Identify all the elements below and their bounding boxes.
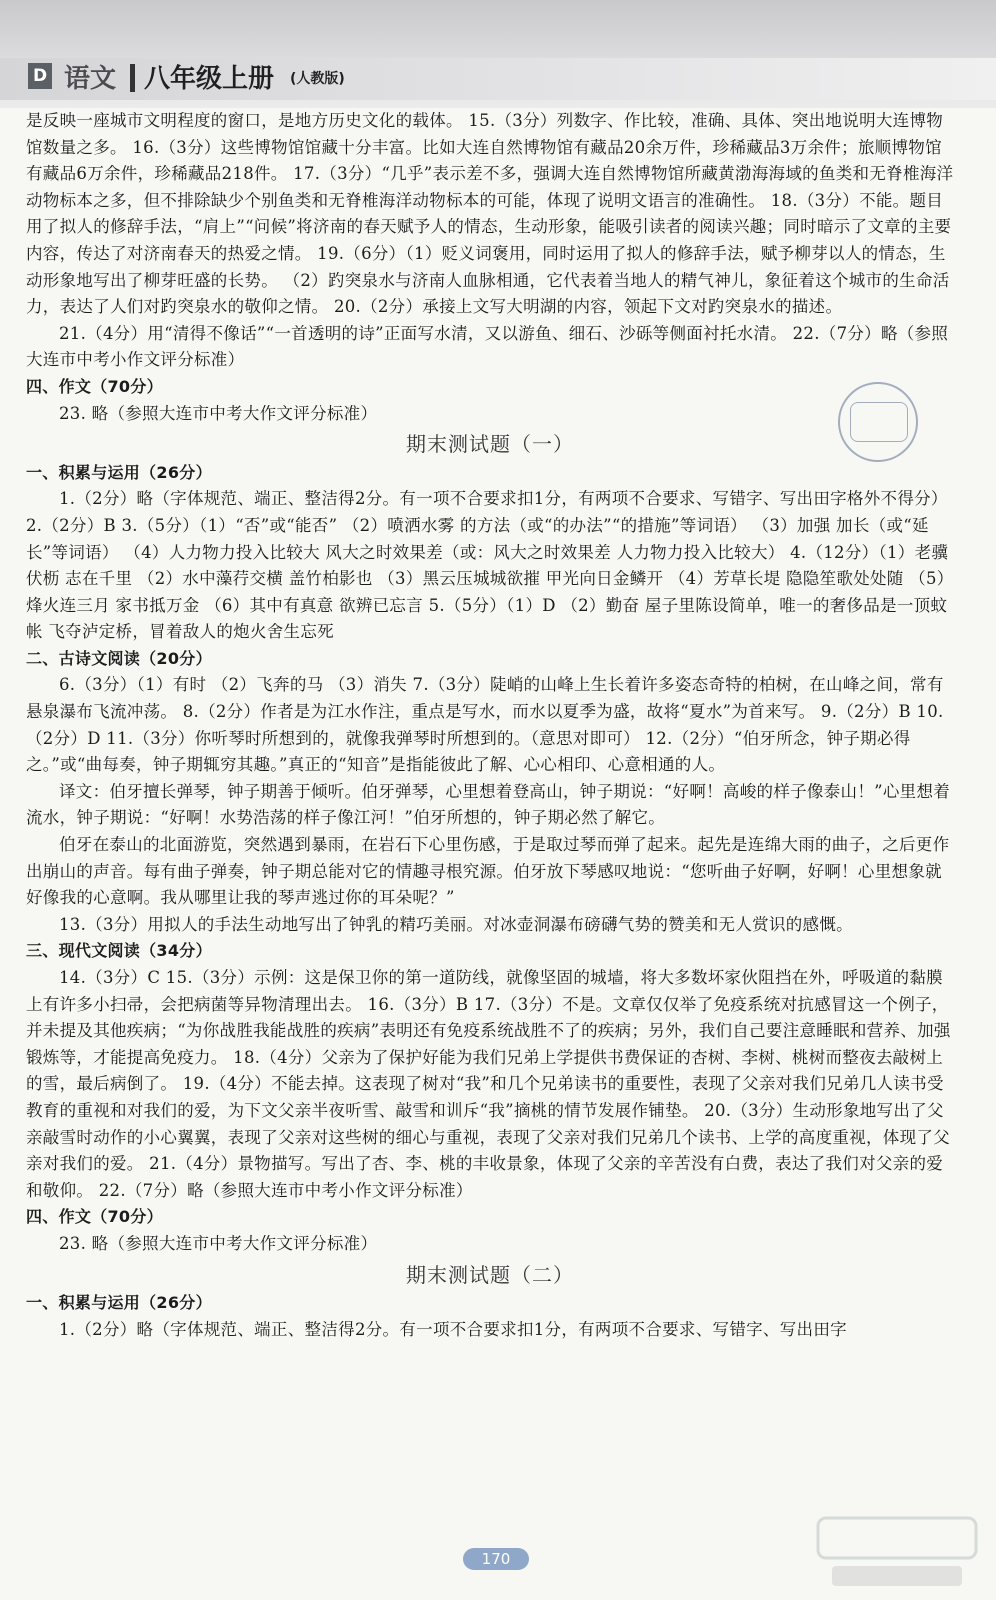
watermark-logo bbox=[812, 1510, 982, 1594]
paragraph: 23. 略（参照大连市中考大作文评分标准） bbox=[59, 1233, 378, 1253]
header-grade: 八年级上册 bbox=[144, 64, 275, 94]
header-edition: (人教版) bbox=[290, 71, 345, 87]
section-heading: 二、古诗文阅读（20分） bbox=[26, 648, 212, 668]
header-badge: D bbox=[28, 63, 52, 89]
section-heading: 四、作文（70分） bbox=[26, 1207, 163, 1227]
section-heading: 三、现代文阅读（34分） bbox=[26, 941, 212, 961]
page-number: 170 bbox=[463, 1548, 529, 1570]
paragraph: 伯牙在泰山的北面游览，突然遇到暴雨，在岩石下心里伤感，于是取过琴而弹了起来。起先是连绵大雨的曲子，之后更作出崩山的声音。每有曲子弹奏，钟子期总能对它的情趣寻根究源。伯牙放下琴感叹地说：“您听曲子好啊，好啊！心里想象就好像我的心意啊。我从哪里让我的琴声逃过你的耳朵呢？” bbox=[26, 835, 950, 908]
header-divider bbox=[130, 64, 135, 92]
paragraph: 是反映一座城市文明程度的窗口，是地方历史文化的载体。 15.（3分）列数字、作比较，准确、具体、突出地说明大连博物馆数量之多。 16.（3分）这些博物馆馆藏十分丰富。比如大连自然博物馆有藏品20余万件，珍稀藏品3万余件；旅顺博物馆有藏品6万余件，珍稀藏品218件。 17.（3分）“几乎”表示差不多，强调大连自然博物馆所藏黄渤海海域的鱼类和无脊椎海洋动物标本之多，但不排除缺少个别鱼类和无脊椎海洋动物标本的可能，体现了说明文语言的准确性。 18.（3分）不能。题目用了拟人的修辞手法，“肩上”“问候”将济南的春天赋予人的情态，生动形象，能吸引读者的阅读兴趣；同时暗示了文章的主要内容，传达了对济南春天的热爱之情。 19.（6分）（1）贬义词褒用，同时运用了拟人的修辞手法，赋予柳芽以人的情态，生动形象地写出了柳芽旺盛的长势。 （2）趵突泉水与济南人血脉相通，它代表着当地人的精气神儿，象征着这个城市的生命活力，表达了人们对趵突泉水的敬仰之情。 20.（2分）承接上文写大明湖的内容，领起下文对趵突泉水的描述。 bbox=[26, 111, 954, 317]
paragraph: 23. 略（参照大连市中考大作文评分标准） bbox=[59, 403, 378, 423]
section-heading: 一、积累与运用（26分） bbox=[26, 1293, 212, 1313]
paragraph: 21.（4分）用“清得不像话”“一首透明的诗”正面写水清，又以游鱼、细石、沙砾等侧面衬托水清。 22.（7分）略（参照大连市中考小作文评分标准） bbox=[26, 323, 949, 370]
paragraph: 13.（3分）用拟人的手法生动地写出了钟乳的精巧美丽。对冰壶洞瀑布磅礴气势的赞美和无人赏识的感慨。 bbox=[59, 914, 853, 934]
exam-title: 期末测试题（二） bbox=[406, 1262, 574, 1287]
stamp-inner-frame bbox=[850, 402, 908, 442]
paragraph: 1.（2分）略（字体规范、端正、整洁得2分。有一项不合要求扣1分，有两项不合要求、写错字、写出田字 bbox=[59, 1319, 847, 1339]
answer-content bbox=[26, 108, 954, 1343]
paragraph: 译文：伯牙擅长弹琴，钟子期善于倾听。伯牙弹琴，心里想着登高山，钟子期说：“好啊！高峻的样子像泰山！”心里想着流水，钟子期说：“好啊！水势浩荡的样子像江河！”伯牙所想的，钟子期必然了解它。 bbox=[26, 781, 951, 828]
paragraph: 14.（3分）C 15.（3分）示例：这是保卫你的第一道防线，就像坚固的城墙，将大多数坏家伙阻挡在外，呼吸道的黏膜上有许多小扫帚，会把病菌等异物清理出去。 16.（3分）B 17.（3分）不是。文章仅仅举了免疫系统对抗感冒这一个例子，并未提及其他疾病；“为你战胜我能战胜的疾病”表明还有免疫系统战胜不了的疾病；另外，我们自己要注意睡眠和营养、加强锻炼等，才能提高免疫力。 18.（4分）父亲为了保护好能为我们兄弟上学提供书费保证的杏树、李树、桃树而整夜去敲树上的雪，最后病倒了。 19.（4分）不能去掉。这表现了树对“我”和几个兄弟读书的重要性，表现了父亲对我们兄弟几人读书受教育的重视和对我们的爱，为下文父亲半夜听雪、敲雪和训斥“我”摘桃的情节发展作铺垫。 20.（3分）生动形象地写出了父亲敲雪时动作的小心翼翼，表现了父亲对这些树的细心与重视，表现了父亲对我们兄弟几个读书、上学的高度重视，体现了父亲对我们的爱。 21.（4分）景物描写。写出了杏、李、桃的丰收景象，体现了父亲的辛苦没有白费，表达了我们对父亲的爱和敬仰。 22.（7分）略（参照大连市中考小作文评分标准） bbox=[26, 968, 951, 1200]
paragraph: 6.（3分）（1）有时 （2）飞奔的马 （3）消失 7.（3分）陡峭的山峰上生长着许多姿态奇特的柏树，在山峰之间，常有悬泉瀑布飞流冲荡。 8.（2分）作者是为江水作注，重点是写水，而水以夏季为盛，故将“夏水”为首来写。 9.（2分）B 10.（2分）D 11.（3分）你听琴时所想到的，就像我弹琴时所想到的。（意思对即可） 12.（2分）“伯牙所念，钟子期必得之。”或“曲每奏，钟子期辄穷其趣。”真正的“知音”是指能彼此了解、心心相印、心意相通的人。 bbox=[26, 675, 944, 775]
section-heading: 四、作文（70分） bbox=[26, 376, 163, 396]
page-header bbox=[0, 0, 996, 108]
header-subject: 语文 bbox=[64, 64, 117, 94]
section-heading: 一、积累与运用（26分） bbox=[26, 462, 212, 482]
paragraph: 1.（2分）略（字体规范、端正、整洁得2分。有一项不合要求扣1分，有两项不合要求、写错字、写出田字格外不得分） 2.（2分）B 3.（5分）（1）“否”或“能否” （2）喷洒水雾 的方法（或“的办法”“的措施”等词语） （3）加强 加长（或“延长”等词语） （4）人力物力投入比较大 风大之时效果差（或：风大之时效果差 人力物力投入比较大） 4.（12分）（1）老骥伏枥 志在千里 （2）水中藻荇交横 盖竹柏影也 （3）黑云压城城欲摧 甲光向日金鳞开 （4）芳草长堤 隐隐笙歌处处随 （5）烽火连三月 家书抵万金 （6）其中有真意 欲辨已忘言 5.（5分）（1）D （2）勤奋 屋子里陈设简单，唯一的奢侈品是一顶蚊帐 飞夺泸定桥，冒着敌人的炮火舍生忘死 bbox=[26, 489, 954, 642]
stamp-logo bbox=[838, 382, 918, 462]
exam-title: 期末测试题（一） bbox=[406, 432, 574, 457]
